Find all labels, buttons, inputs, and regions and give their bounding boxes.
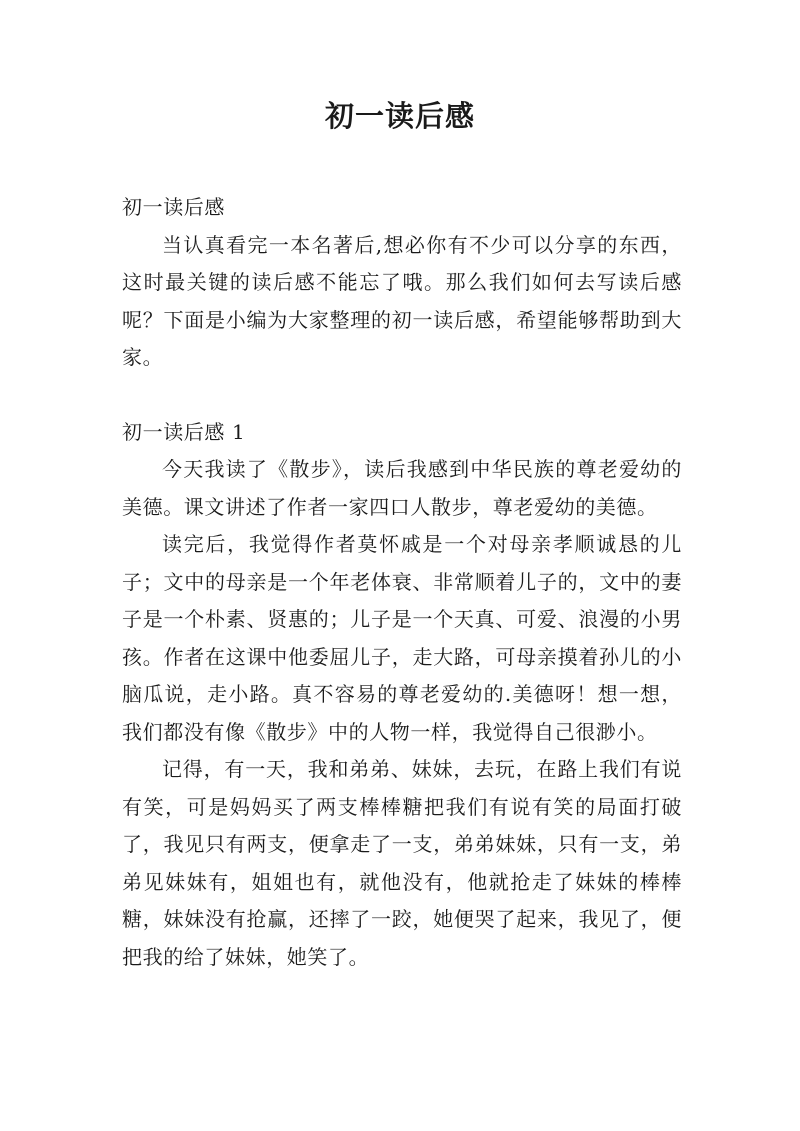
- intro-heading: 初一读后感: [122, 195, 225, 219]
- body-paragraph-2: 读完后，我觉得作者莫怀戚是一个对母亲孝顺诚恳的儿子；文中的母亲是一个年老体衰、非常顺着儿子的，文中的妻子是一个朴素、贤惠的；儿子是一个天真、可爱、浪漫的小男孩。作者在这课中他委屈儿子，走大路，可母亲摸着孙儿的小脑瓜说，走小路。真不容易的尊老爱幼的.美德呀！想一想，我们都没有像《散步》中的人物一样，我觉得自己很渺小。: [122, 532, 682, 744]
- body-paragraph-3: 记得，有一天，我和弟弟、妹妹，去玩，在路上我们有说有笑，可是妈妈买了两支棒棒糖把我们有说有笑的局面打破了，我见只有两支，便拿走了一支，弟弟妹妹，只有一支，弟弟见妹妹有，姐姐也有，就他没有，他就抢走了妹妹的棒棒糖，妹妹没有抢赢，还摔了一跤，她便哭了起来，我见了，便把我的给了妹妹，她笑了。: [122, 757, 682, 969]
- section-heading: 初一读后感 1: [122, 419, 246, 444]
- page-title: 初一读后感: [324, 99, 475, 133]
- section-spacer: [122, 377, 682, 414]
- document-body: [122, 189, 682, 976]
- intro-paragraph: 当认真看完一本名著后,想必你有不少可以分享的东西，这时最关键的读后感不能忘了哦。那么我们如何去写读后感呢？下面是小编为大家整理的初一读后感，希望能够帮助到大家。: [122, 232, 682, 369]
- body-paragraph-1: 今天我读了《散步》，读后我感到中华民族的尊老爱幼的美德。课文讲述了作者一家四口人散步，尊老爱幼的美德。: [122, 457, 682, 519]
